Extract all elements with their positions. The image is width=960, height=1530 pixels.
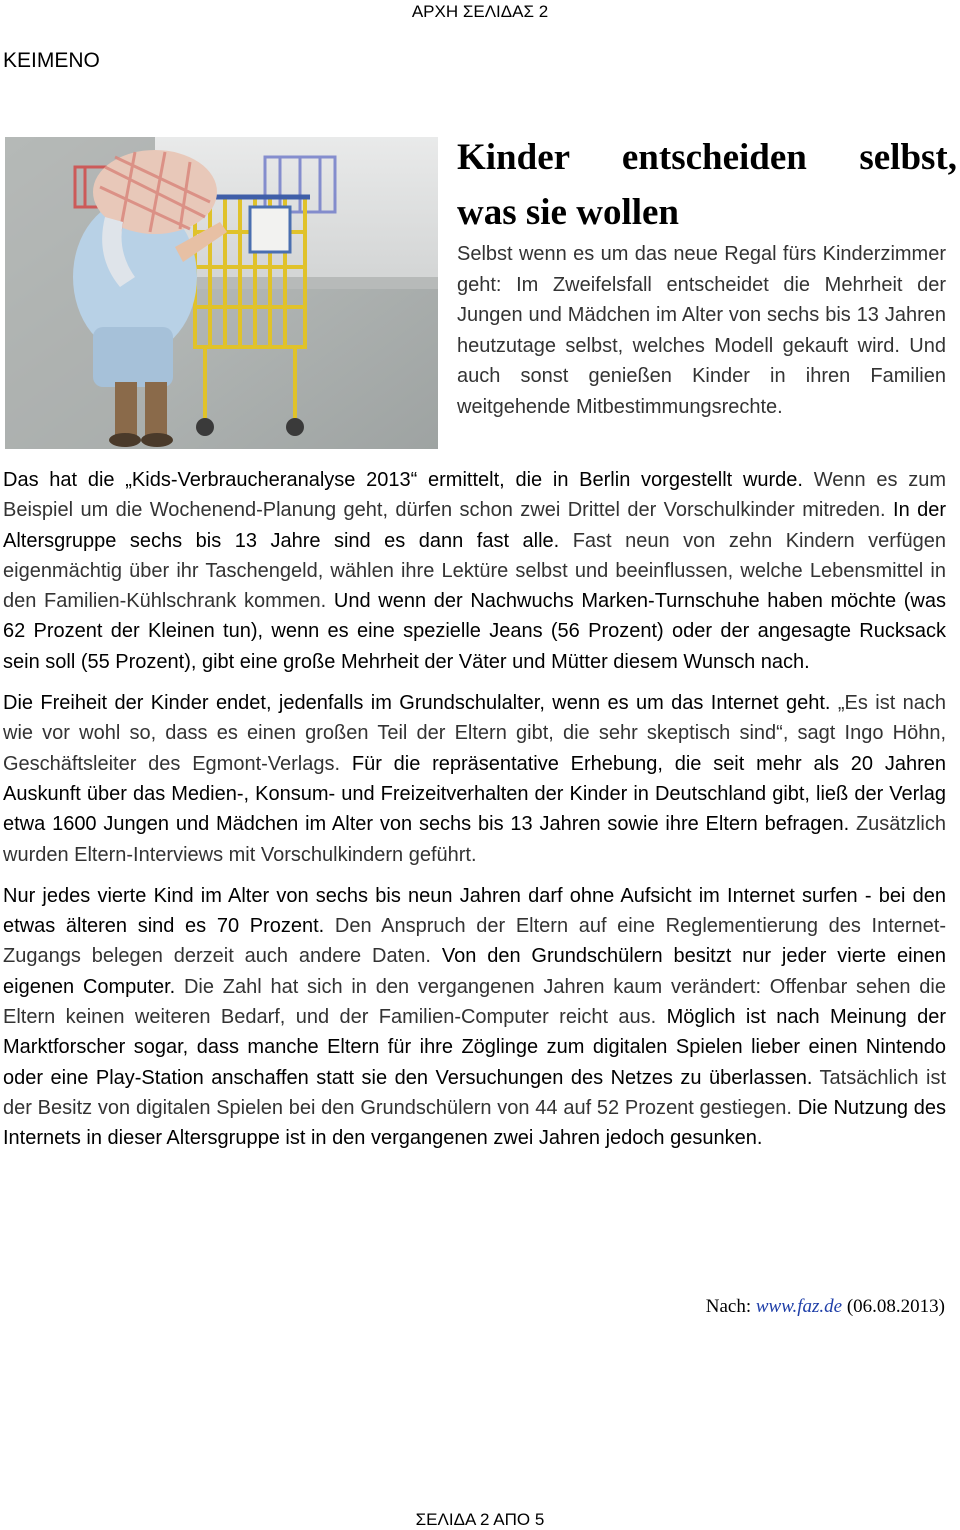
sentence: Das hat die „Kids-Verbraucheranalyse 2013“ ermittelt, die in Berlin vorgestellt wurde. — [3, 469, 803, 491]
article-lead: Selbst wenn es um das neue Regal fürs Kinderzimmer geht: Im Zweifelsfall entscheidet die Mehrheit der Jungen und Mädchen im Alter von sechs bis 13 Jahren heutzutage selbst, welches Modell gekauft wird. Und auch sonst genießen Kinder in ihren Familien weitgehende Mitbestimmungsrechte. — [457, 243, 946, 418]
child-with-shopping-cart-image — [5, 137, 438, 449]
page-footer: ΣΕΛΙΔΑ 2 ΑΠΟ 5 — [415, 1510, 545, 1529]
sentence: Die Nutzung des Internets in dieser Altersgruppe ist in den vergangenen zwei Jahren jedoch gesunken. — [3, 1096, 946, 1150]
sentence: Nur jedes vierte Kind im Alter von sechs bis neun Jahren darf ohne Aufsicht im Internet surfen - bei den etwas älteren sind es 70 Prozent. — [3, 884, 946, 938]
article-body — [3, 465, 946, 1165]
sentence: Von den Grundschülern besitzt nur jeder vierte einen eigenen Computer. — [3, 945, 946, 998]
sentence: Die Zahl hat sich in den vergangenen Jahren kaum verändert: Offenbar sehen die Eltern keinen weiteren Bedarf, und der Familien-Computer reicht aus. — [3, 975, 946, 1029]
article-paragraph-2 — [3, 688, 946, 870]
source-link[interactable]: www.faz.de — [755, 1296, 843, 1317]
sentence: Fast neun von zehn Kindern verfügen eigenmächtig über ihr Taschengeld, wählen ihre Lektüre selbst und beeinflussen, welche Lebensmittel in den Familien-Kühlschrank kommen. — [3, 529, 946, 613]
sentence: Zusätzlich wurden Eltern-Interviews mit Vorschulkindern geführt. — [3, 813, 946, 866]
sentence: Wenn es zum Beispiel um die Wochenend-Planung geht, dürfen schon zwei Drittel der Vorschulkinder mitreden. — [3, 469, 946, 522]
article-title-line-2: was sie wollen — [457, 192, 679, 233]
sentence: Für die repräsentative Erhebung, die seit mehr als 20 Jahren Auskunft über das Medien-, Konsum- und Freizeitverhalten der Kinder in Deutschland gibt, ließ der Verlag etwa 1600 Jungen und Mädchen im Alter von sechs bis 13 Jahren sowie ihre Eltern befragen. — [3, 752, 946, 836]
sentence: Tatsächlich ist der Besitz von digitalen Spielen bei den Grundschülern von 44 auf 52 Prozent gestiegen. — [3, 1066, 946, 1119]
article-title-line-1: Kinder entscheiden selbst, — [457, 137, 957, 178]
article-photo — [5, 137, 438, 449]
running-header: ΑΡΧΗ ΣΕΛΙΔΑΣ 2 — [411, 2, 549, 21]
section-label: KEIMENO — [3, 49, 100, 72]
sentence: Die Freiheit der Kinder endet, jedenfalls im Grundschulalter, wenn es um das Internet geht. — [3, 692, 831, 715]
source-attribution — [706, 1295, 945, 1319]
article-paragraph-3 — [3, 881, 946, 1154]
article-paragraph-1 — [3, 465, 946, 677]
sentence: „Es ist nach wie vor wohl so, dass es einen großen Teil der Eltern gibt, die sehr skeptisch sind“, sagt Ingo Höhn, Geschäftsleiter des Egmont-Verlags. — [3, 692, 946, 775]
source-date: (06.08.2013) — [842, 1296, 945, 1317]
article-title — [457, 130, 957, 240]
sentence: Den Anspruch der Eltern auf eine Reglementierung des Internet-Zugangs belegen derzeit auch andere Daten. — [3, 915, 946, 968]
sentence: Möglich ist nach Meinung der Marktforscher sogar, dass manche Eltern für ihre Zöglinge zum digitalen Spielen lieber einen Nintendo oder eine Play-Station anschaffen statt sie den Versuchungen des Netzes zu überlassen. — [3, 1006, 946, 1089]
sentence: In der Altersgruppe sechs bis 13 Jahre sind es dann fast alle. — [3, 499, 946, 552]
source-prefix: Nach: — [705, 1296, 756, 1317]
sentence: Und wenn der Nachwuchs Marken-Turnschuhe haben möchte (was 62 Prozent der Kleinen tun), wenn es eine spezielle Jeans (56 Prozent) oder der angesagte Rucksack sein soll (55 Prozent), gibt eine große Mehrheit der Väter und Mütter diesem Wunsch nach. — [3, 590, 947, 673]
